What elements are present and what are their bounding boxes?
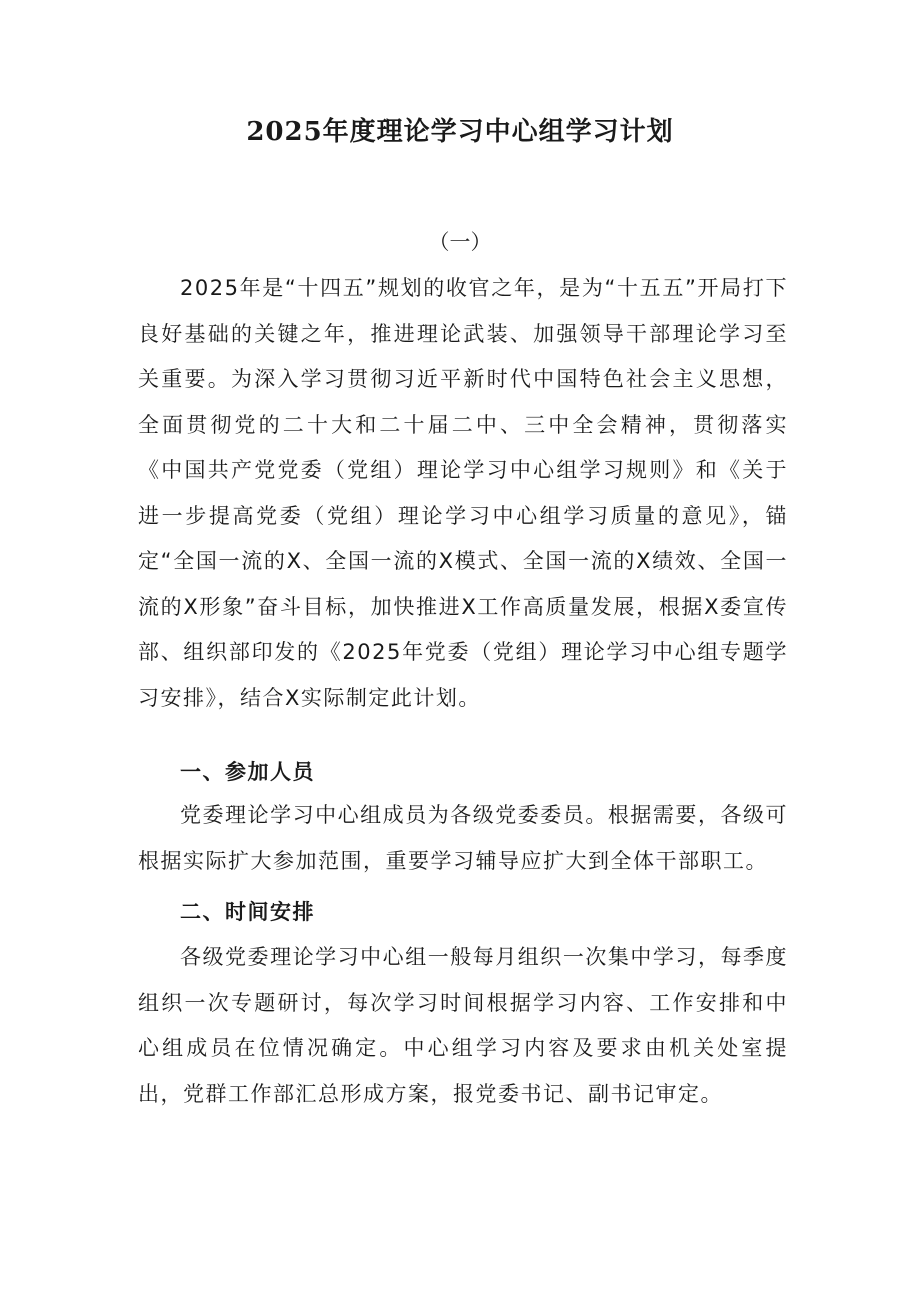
section-heading-schedule: 二、时间安排 [180, 900, 315, 924]
section-2-heading-block [138, 888, 788, 937]
intro-paragraph: 2025年是“十四五”规划的收官之年，是为“十五五”开局打下良好基础的关键之年，推进理论武装、加强领导干部理论学习至关重要。为深入学习贯彻习近平新时代中国特色社会主义思想，全面贯彻党的二十大和二十届二中、三中全会精神，贯彻落实《中国共产党党委（党组）理论学习中心组学习规则》和《关于进一步提高党委（党组）理论学习中心组学习质量的意见》，锚定“全国一流的X、全国一流的X模式、全国一流的X绩效、全国一流的X形象”奋斗目标，加快推进X工作高质量发展，根据X委宣传部、组织部印发的《2025年党委（党组）理论学习中心组专题学习安排》，结合X实际制定此计划。 [138, 276, 788, 710]
section-heading-participants: 一、参加人员 [180, 760, 315, 784]
section-2-body-block [138, 935, 788, 1117]
document-title: 2025年度理论学习中心组学习计划 [246, 117, 674, 147]
section-number: （一） [428, 230, 492, 254]
section-1-heading-block [138, 748, 788, 797]
intro-block [138, 266, 788, 721]
section-paragraph-participants: 党委理论学习中心组成员为各级党委委员。根据需要，各级可根据实际扩大参加范围，重要学习辅导应扩大到全体干部职工。 [138, 803, 788, 873]
section-1-body-block [138, 793, 788, 884]
section-paragraph-schedule: 各级党委理论学习中心组一般每月组织一次集中学习，每季度组织一次专题研讨，每次学习时间根据学习内容、工作安排和中心组成员在位情况确定。中心组学习内容及要求由机关处室提出，党群工作部汇总形成方案，报党委书记、副书记审定。 [138, 945, 788, 1106]
